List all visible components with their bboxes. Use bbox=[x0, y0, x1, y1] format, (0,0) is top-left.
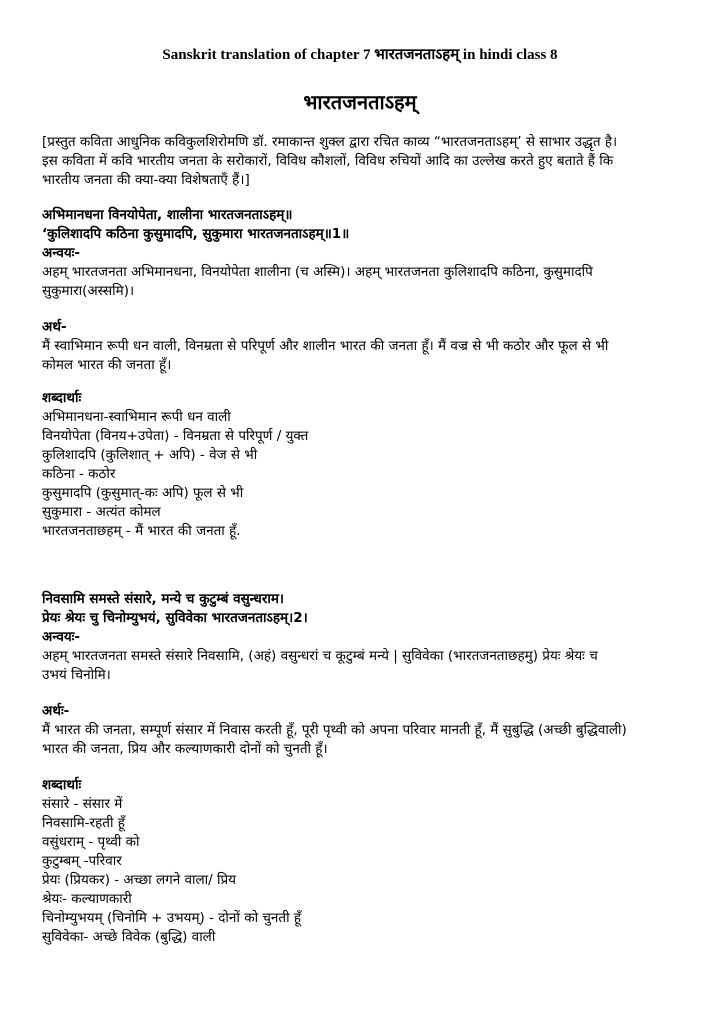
verse-2-section bbox=[42, 590, 692, 685]
verse-1-meaning bbox=[42, 318, 692, 375]
glossary-item: कुटुम्बम् -परिवार bbox=[42, 853, 122, 869]
shabdarth-heading: शब्दार्थाः bbox=[42, 777, 82, 793]
arth-line: मैं स्वाभिमान रूपी धन वाली, विनम्रता से परिपूर्ण और शालीन भारत की जनता हूँ। मैं वज्र से भी कठोर और फूल से भी bbox=[42, 338, 609, 354]
verse-2-line-1: निवसामि समस्ते संसारे, मन्ये च कुटुम्बं वसुन्धराम। bbox=[42, 591, 285, 607]
glossary-item: श्रेयः- कल्याणकारी bbox=[42, 891, 132, 907]
verse-1-glossary bbox=[42, 389, 692, 541]
arth-line: कोमल भारत की जनता हूँ। bbox=[42, 357, 172, 373]
verse-1-line-1: अभिमानधना विनयोपेता, शालीना भारतजनताऽहम्॥ bbox=[42, 207, 293, 223]
glossary-item: सुविवेका- अच्छे विवेक (बुद्धि) वाली bbox=[42, 929, 216, 945]
poem-title: भारतजनताऽहम् bbox=[303, 90, 417, 114]
intro-line: भारतीय जनता की क्या-क्या विशेषताएँ हैं।] bbox=[42, 172, 250, 188]
verse-1-section bbox=[42, 206, 692, 301]
glossary-item: सुकुमारा - अत्यंत कोमल bbox=[42, 504, 161, 520]
glossary-item: अभिमानधना-स्वाभिमान रूपी धन वाली bbox=[42, 409, 231, 425]
shabdarth-heading: शब्दार्थाः bbox=[42, 390, 82, 406]
anvay-line: अहम् भारतजनता समस्ते संसारे निवसामि, (अहं) वसुन्धरां च कूटुम्बं मन्ये | सुविवेका (भारतजनताछहमु) प्रेयः श्रेयः च bbox=[42, 648, 598, 664]
glossary-item: विनयोपेता (विनय+उपेता) - विनम्रता से परिपूर्ण / युक्त bbox=[42, 428, 309, 444]
anvay-line: अहम् भारतजनता अभिमानधना, विनयोपेता शालीना (च अस्मि)। अहम् भारतजनता कुलिशादपि कठिना, कुसुमादपि bbox=[42, 264, 593, 280]
anvay-heading: अन्वयः- bbox=[42, 629, 81, 645]
arth-heading: अर्थः- bbox=[42, 703, 70, 719]
arth-line: भारत की जनता, प्रिय और कल्याणकारी दोनों को चुनती हूँ। bbox=[42, 741, 328, 757]
verse-2-meaning bbox=[42, 702, 692, 759]
verse-2-glossary bbox=[42, 776, 692, 947]
glossary-item: संसारे - संसार में bbox=[42, 796, 123, 812]
glossary-item: कुलिशादपि (कुलिशात् + अपि) - वेज से भी bbox=[42, 447, 258, 463]
anvay-line: सुकुमारा(अस्समि)। bbox=[42, 283, 135, 299]
arth-heading: अर्थ- bbox=[42, 319, 67, 335]
glossary-item: कठिना - कठोर bbox=[42, 466, 116, 482]
verse-1-line-2: ‘कुलिशादपि कठिना कुसुमादपि, सुकुमारा भारतजनताऽहम्॥1॥ bbox=[42, 226, 350, 242]
intro-paragraph bbox=[42, 133, 692, 190]
glossary-item: निवसामि-रहती हूँ bbox=[42, 815, 125, 831]
glossary-item: प्रेयः (प्रियकर) - अच्छा लगने वाला/ प्रिय bbox=[42, 872, 236, 888]
anvay-line: उभयं चिनोमि। bbox=[42, 667, 111, 683]
glossary-item: कुसुमादपि (कुसुमात्-कः अपि) फूल से भी bbox=[42, 485, 244, 501]
glossary-item: चिनोम्युभयम् (चिनोमि + उभयम्) - दोनों को चुनती हूँ bbox=[42, 910, 302, 926]
intro-line: [प्रस्तुत कविता आधुनिक कविकुलशिरोमणि डॉ. रमाकान्त शुक्ल द्वारा रचित काव्य “भारतजनताऽहम्’ से साभार उद्धृत है। bbox=[42, 134, 618, 150]
verse-2-line-2: प्रेयः श्रेयः चु चिनोम्युभयं, सुविवेका भारतजनताऽहम्।2। bbox=[42, 610, 308, 626]
page-header: Sanskrit translation of chapter 7 भारतजनताऽहम् in hindi class 8 bbox=[162, 47, 558, 63]
glossary-item: वसुंधराम् - पृथ्वी को bbox=[42, 834, 140, 850]
glossary-item: भारतजनताछहम् - मैं भारत की जनता हूँ. bbox=[42, 523, 241, 539]
anvay-heading: अन्वयः- bbox=[42, 245, 81, 261]
intro-line: इस कविता में कवि भारतीय जनता के सरोकारों, विविध कौशलों, विविध रुचियों आदि का उल्लेख करते हुए बताते हैं कि bbox=[42, 153, 614, 169]
arth-line: मैं भारत की जनता, सम्पूर्ण संसार में निवास करती हूँ, पूरी पृथ्वी को अपना परिवार मानती हूँ, मैं सुबुद्धि (अच्छी बुद्धिवाली) bbox=[42, 722, 627, 738]
